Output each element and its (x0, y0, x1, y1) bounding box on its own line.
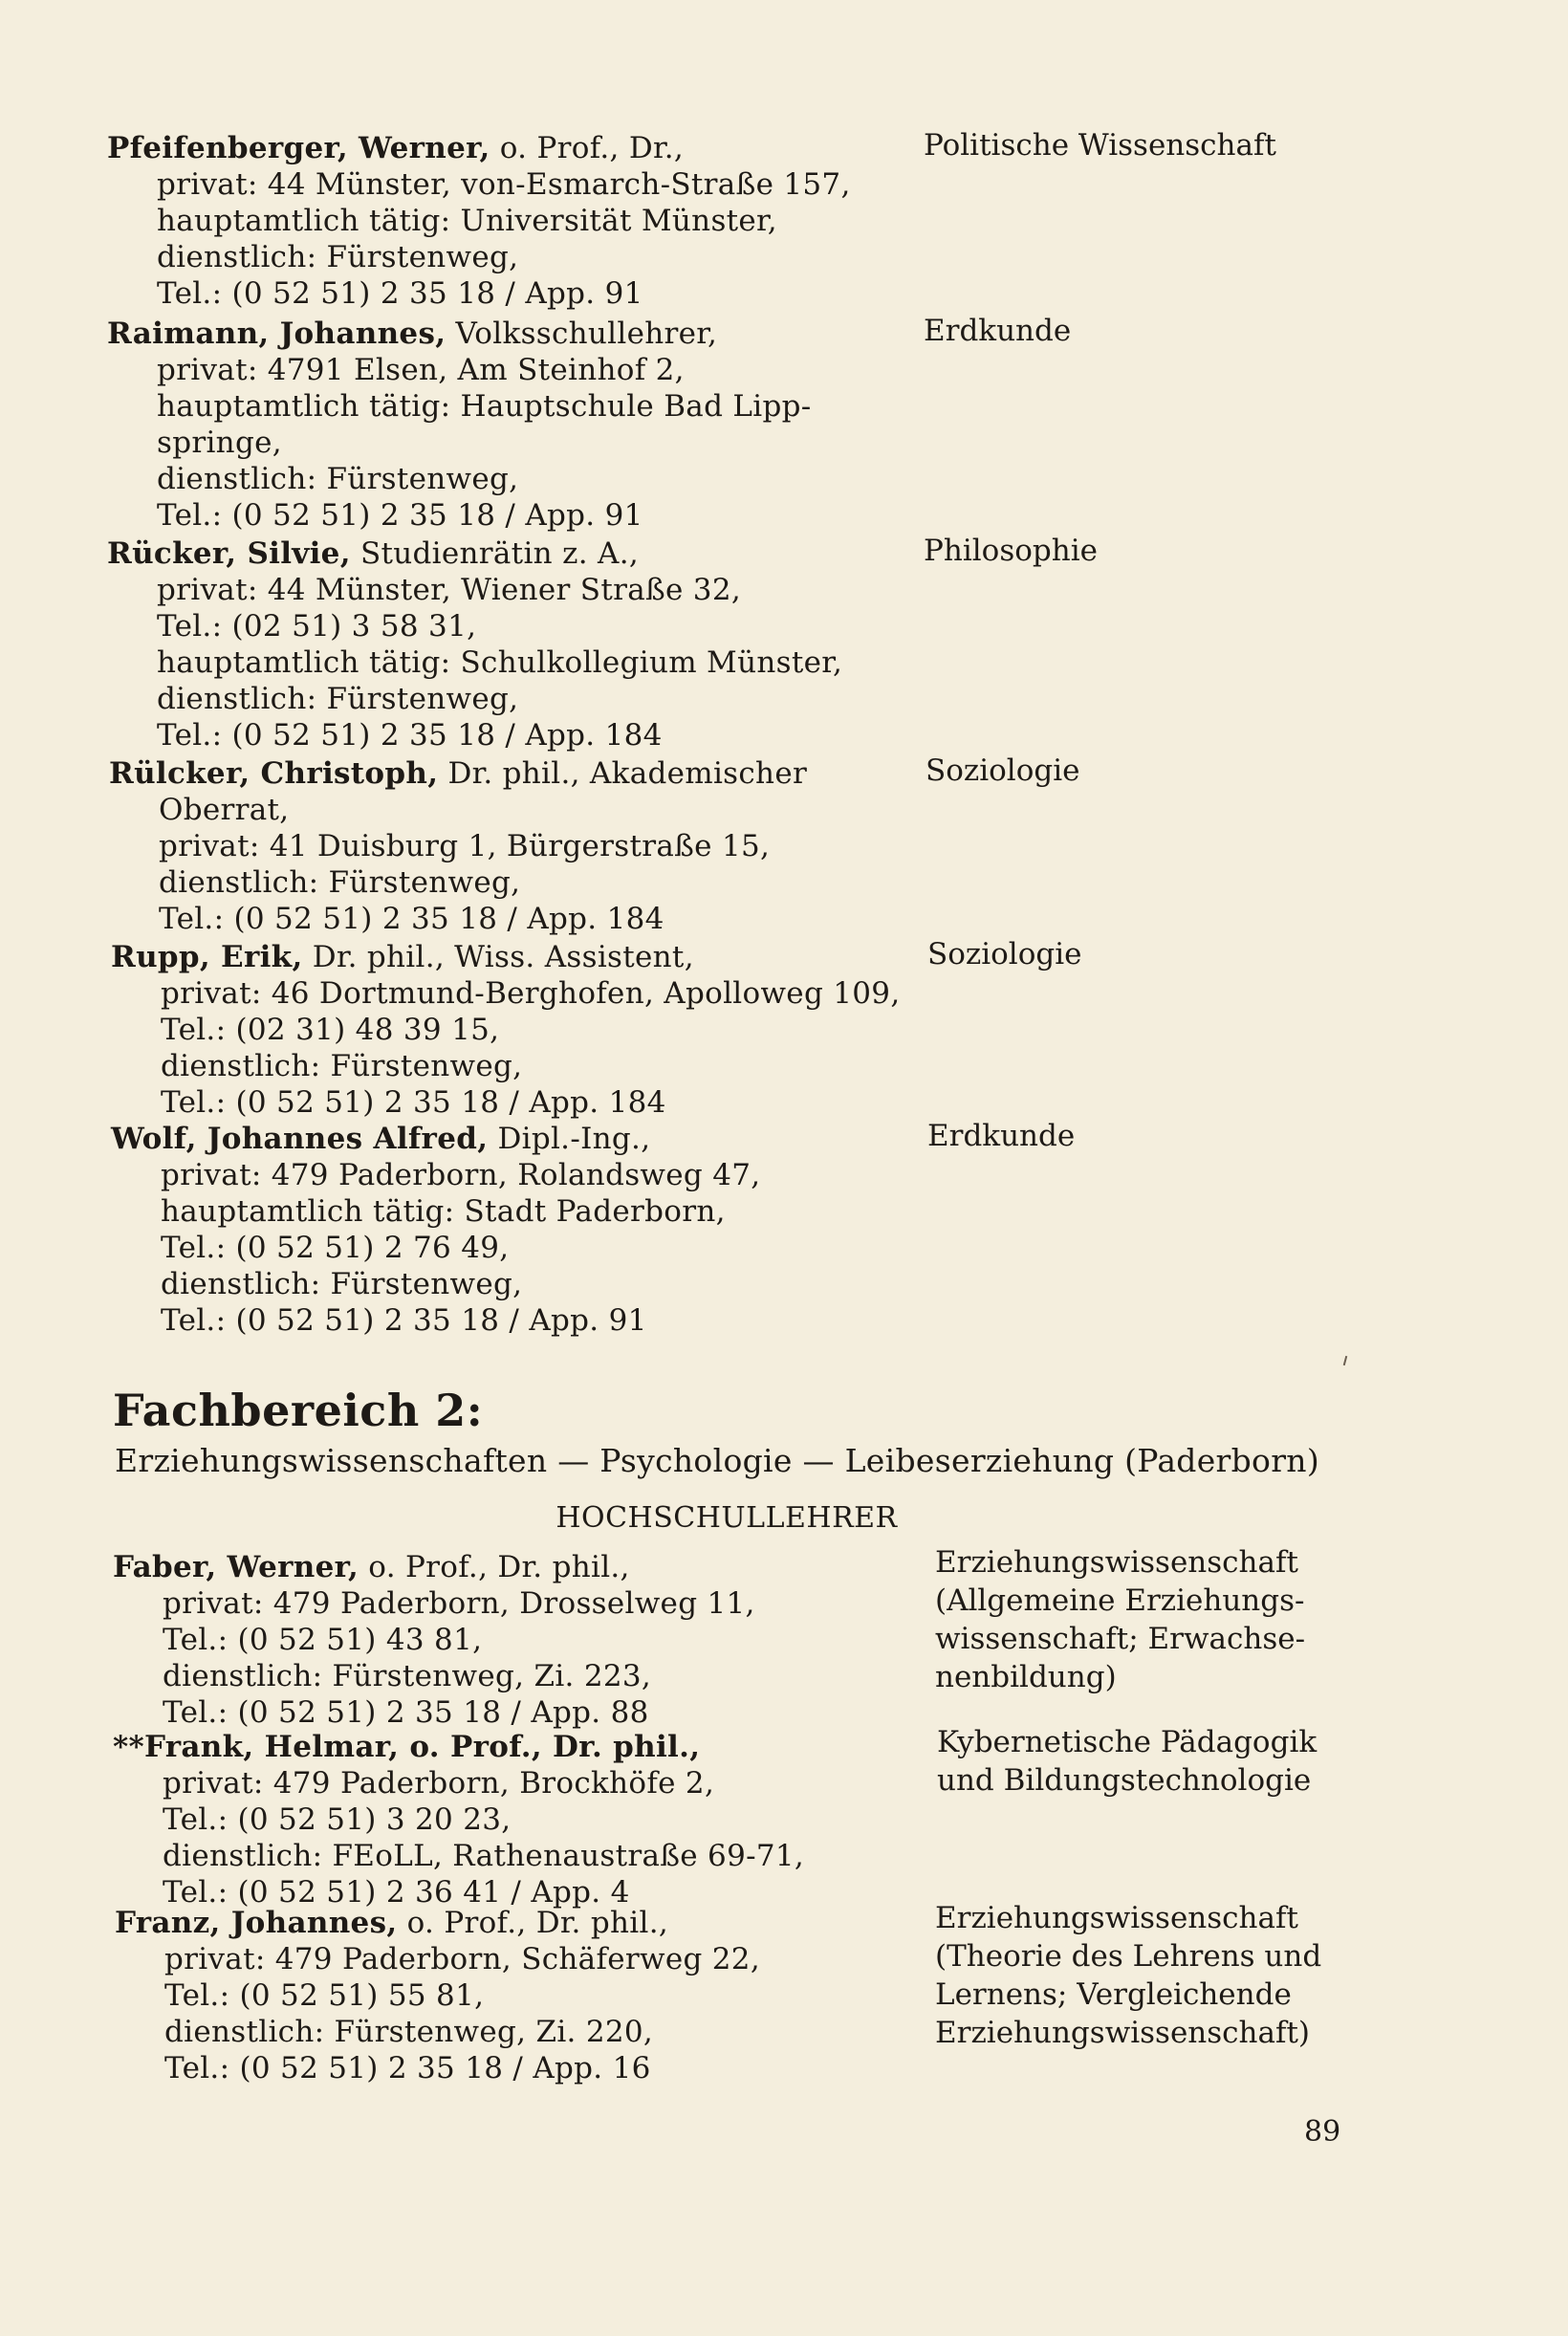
entry-line: privat: 46 Dortmund-Berghofen, Apolloweg 109, (161, 976, 901, 1011)
entry-name: Wolf, Johannes Alfred, (111, 1122, 489, 1156)
entry-title: Volksschullehrer, (446, 317, 718, 351)
entry-line: dienstlich: FEoLL, Rathenaustraße 69-71, (163, 1839, 805, 1873)
entry-subject (926, 752, 1080, 790)
subject-line: nenbildung) (935, 1660, 1117, 1694)
subject-line: Erziehungswissenschaft (935, 1545, 1298, 1580)
subject-line: (Theorie des Lehrens und (935, 1939, 1322, 1974)
entry-line: Tel.: (0 52 51) 2 35 18 / App. 16 (164, 2051, 651, 2085)
entry-line: Tel.: (02 51) 3 58 31, (157, 609, 477, 644)
entry-name: Raimann, Johannes, (107, 317, 446, 351)
entry-line: dienstlich: Fürstenweg, Zi. 223, (163, 1659, 652, 1693)
entry-line: springe, (157, 426, 282, 460)
entry-subject (935, 1543, 1305, 1696)
entry-subject (924, 532, 1098, 570)
entry-title: Dipl.-Ing., (488, 1122, 651, 1156)
entry-name: Faber, Werner, (113, 1550, 359, 1584)
subject-line: Kybernetische Pädagogik (937, 1725, 1318, 1759)
entry-subject (937, 1723, 1317, 1800)
entry-name: Pfeifenberger, Werner, (107, 131, 490, 165)
subject-line: wissenschaft; Erwachse- (935, 1622, 1306, 1656)
entry-line: hauptamtlich tätig: Universität Münster, (157, 204, 777, 238)
entry-title: Studienrätin z. A., (350, 536, 640, 571)
entry-name: **Frank, Helmar, (113, 1730, 400, 1764)
entry-pfeifenberger (107, 130, 851, 312)
subject-line: Erdkunde (924, 314, 1072, 348)
entry-line: dienstlich: Fürstenweg, (159, 865, 521, 900)
entry-line: dienstlich: Fürstenweg, (161, 1267, 523, 1301)
entry-raimann (107, 316, 812, 534)
subject-line: Erziehungswissenschaft) (935, 2016, 1311, 2050)
page-number: 89 (1304, 2115, 1341, 2149)
entry-line: Oberrat, (159, 793, 290, 827)
entry-line: dienstlich: Fürstenweg, Zi. 220, (164, 2015, 654, 2049)
subject-line: Philosophie (924, 534, 1098, 568)
subject-line: Erdkunde (927, 1119, 1076, 1153)
speck-mark (1343, 1356, 1348, 1365)
subject-line: Soziologie (927, 937, 1082, 972)
entry-title: Dr. phil., Wiss. Assistent, (302, 940, 694, 974)
entry-line: Tel.: (0 52 51) 2 35 18 / App. 91 (157, 498, 643, 533)
entry-title: o. Prof., Dr. phil., (359, 1550, 630, 1584)
entry-line: Tel.: (0 52 51) 2 35 18 / App. 88 (163, 1695, 649, 1730)
entry-line: Tel.: (0 52 51) 2 35 18 / App. 184 (157, 718, 663, 753)
entry-rupp (111, 939, 900, 1121)
entry-line: privat: 41 Duisburg 1, Bürgerstraße 15, (159, 829, 771, 863)
entry-line: Tel.: (02 31) 48 39 15, (161, 1013, 500, 1047)
entry-line: Tel.: (0 52 51) 2 76 49, (161, 1231, 510, 1265)
entry-line: privat: 479 Paderborn, Rolandsweg 47, (161, 1158, 761, 1192)
entry-line: dienstlich: Fürstenweg, (161, 1049, 523, 1083)
entry-line: dienstlich: Fürstenweg, (157, 462, 519, 496)
entry-line: Tel.: (0 52 51) 2 35 18 / App. 184 (159, 902, 664, 936)
group-heading: HOCHSCHULLEHRER (555, 1501, 898, 1535)
section-title: Fachbereich 2: (113, 1385, 484, 1436)
entry-line: hauptamtlich tätig: Hauptschule Bad Lipp- (157, 389, 812, 424)
entry-line: Tel.: (0 52 51) 2 35 18 / App. 184 (161, 1085, 666, 1120)
entry-line: Tel.: (0 52 51) 2 35 18 / App. 91 (161, 1303, 647, 1338)
entry-wolf (111, 1121, 760, 1339)
subject-line: (Allgemeine Erziehungs- (935, 1583, 1305, 1618)
entry-name: Franz, Johannes, (115, 1906, 398, 1940)
entry-line: privat: 44 Münster, von-Esmarch-Straße 157, (157, 167, 851, 202)
section-subtitle: Erziehungswissenschaften — Psychologie — Leibeserziehung (Paderborn) (115, 1442, 1320, 1479)
entry-subject (924, 126, 1276, 164)
entry-ruelcker (109, 755, 807, 937)
entry-line: Tel.: (0 52 51) 3 20 23, (163, 1802, 512, 1837)
entry-line: hauptamtlich tätig: Schulkollegium Münster, (157, 645, 843, 680)
subject-line: Erziehungswissenschaft (935, 1901, 1298, 1935)
entry-line: hauptamtlich tätig: Stadt Paderborn, (161, 1194, 726, 1229)
entry-line: dienstlich: Fürstenweg, (157, 240, 519, 274)
entry-name: Rupp, Erik, (111, 940, 303, 974)
subject-line: Lernens; Vergleichende (935, 1977, 1292, 2012)
entry-name: Rülcker, Christoph, (109, 756, 439, 791)
entry-subject (927, 935, 1082, 973)
entry-line: Tel.: (0 52 51) 2 36 41 / App. 4 (163, 1875, 630, 1910)
entry-line: dienstlich: Fürstenweg, (157, 682, 519, 716)
entry-franz (115, 1905, 760, 2086)
entry-name: Rücker, Silvie, (107, 536, 351, 571)
entry-line: privat: 479 Paderborn, Drosselweg 11, (163, 1586, 755, 1621)
entry-line: privat: 479 Paderborn, Schäferweg 22, (164, 1942, 760, 1976)
entry-frank (113, 1729, 804, 1910)
entry-line: privat: 4791 Elsen, Am Steinhof 2, (157, 353, 685, 387)
entry-line: privat: 479 Paderborn, Brockhöfe 2, (163, 1766, 715, 1801)
entry-ruecker (107, 535, 842, 753)
entry-line: Tel.: (0 52 51) 55 81, (164, 1978, 485, 2013)
subject-line: Politische Wissenschaft (924, 128, 1276, 163)
entry-line: Tel.: (0 52 51) 43 81, (163, 1623, 483, 1657)
entry-title: o. Prof., Dr., (490, 131, 685, 165)
entry-subject (924, 312, 1071, 350)
entry-title: Dr. phil., Akademischer (438, 756, 808, 791)
entry-subject (927, 1117, 1075, 1155)
entry-line: privat: 44 Münster, Wiener Straße 32, (157, 573, 741, 607)
entry-title: o. Prof., Dr. phil., (397, 1906, 669, 1940)
entry-faber (113, 1549, 755, 1731)
subject-line: Soziologie (926, 753, 1080, 788)
entry-subject (935, 1899, 1321, 2052)
entry-title: o. Prof., Dr. phil., (399, 1730, 701, 1764)
entry-line: Tel.: (0 52 51) 2 35 18 / App. 91 (157, 276, 643, 311)
subject-line: und Bildungstechnologie (937, 1763, 1312, 1798)
